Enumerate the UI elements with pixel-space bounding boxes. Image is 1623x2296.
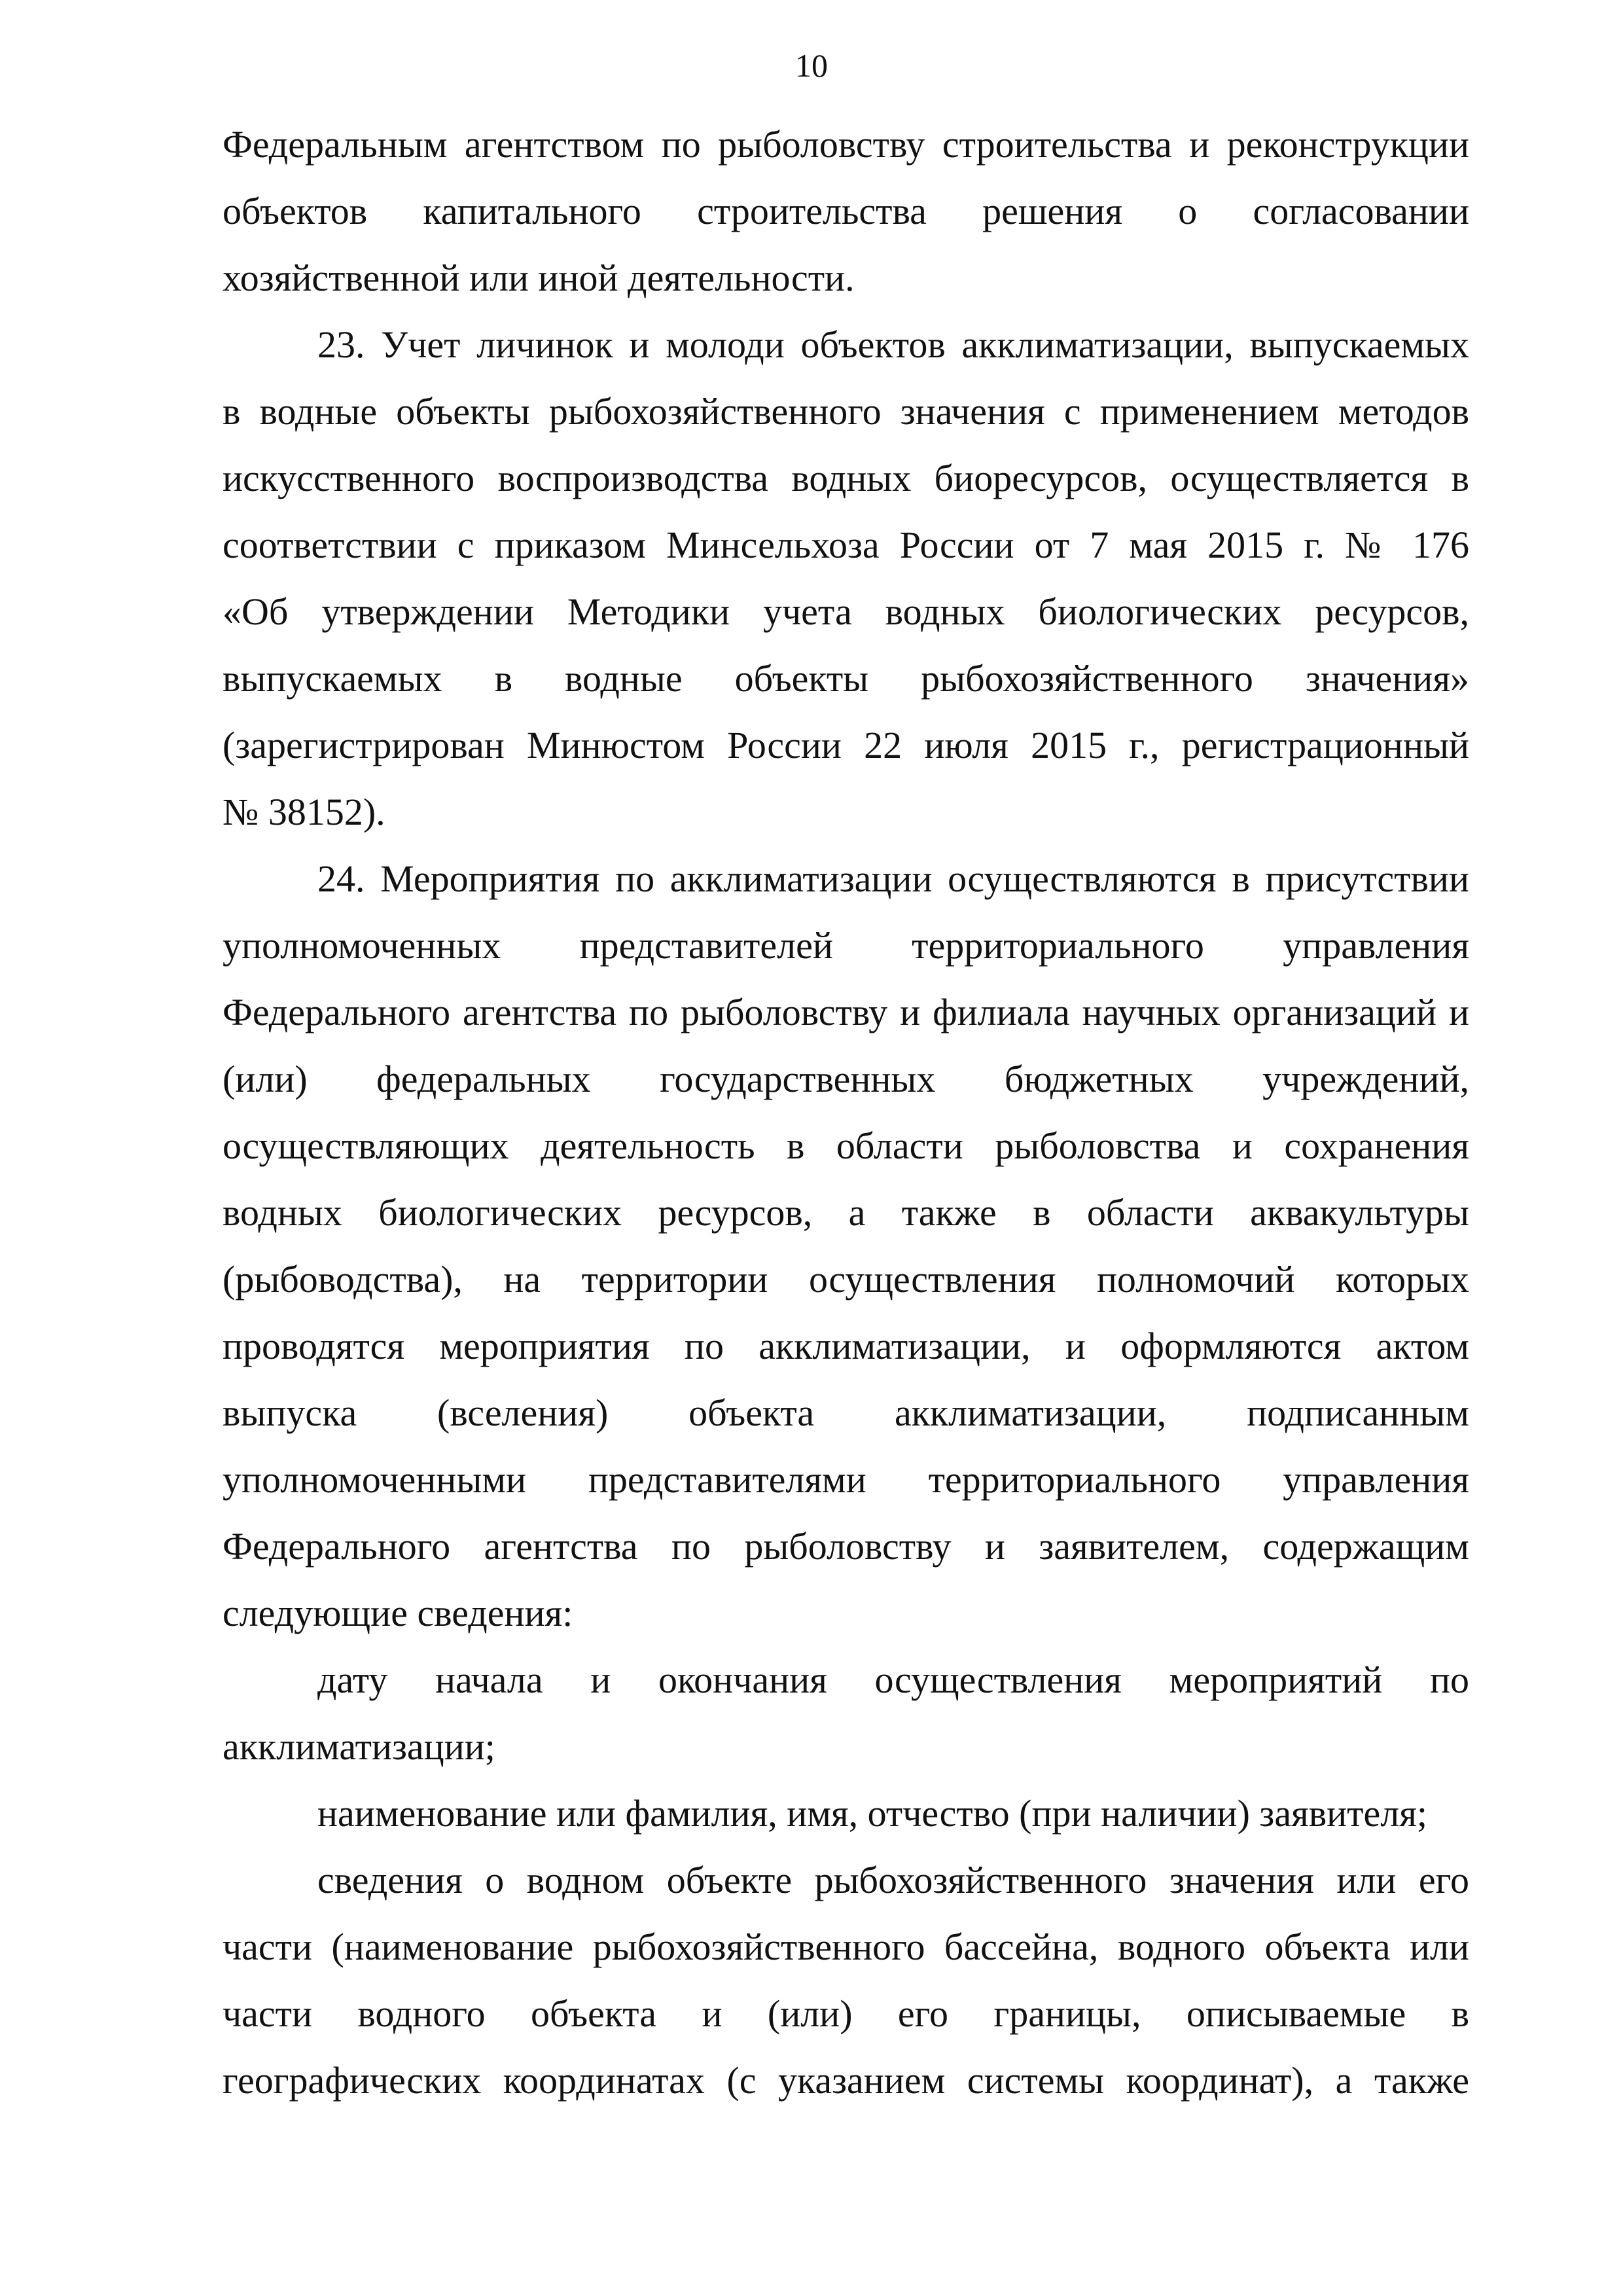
list-item-water-body: сведения о водном объекте рыбохозяйственного значения или его bbox=[317, 1859, 1469, 1901]
text-line: объектов капитального строительства решения о согласовании bbox=[223, 190, 1469, 232]
text-line: соответствии с приказом Минсельхоза России от 7 мая 2015 г. № 176 bbox=[223, 524, 1469, 566]
text-line: № 38152). bbox=[223, 791, 385, 833]
text-line: уполномоченных представителей территориального управления bbox=[223, 924, 1469, 967]
text-line: осуществляющих деятельность в области рыболовства и сохранения bbox=[223, 1124, 1469, 1167]
text-line: Федерального агентства по рыболовству и заявителем, содержащим bbox=[223, 1525, 1469, 1568]
text-line: выпускаемых в водные объекты рыбохозяйственного значения» bbox=[223, 657, 1469, 700]
text-line: «Об утверждении Методики учета водных биологических ресурсов, bbox=[223, 590, 1469, 633]
paragraph-23-start: 23. Учет личинок и молоди объектов акклиматизации, выпускаемых bbox=[317, 323, 1469, 366]
text-line: (рыбоводства), на территории осуществления полномочий которых bbox=[223, 1258, 1469, 1300]
page-number: 10 bbox=[795, 47, 828, 84]
text-line: Федерального агентства по рыболовству и филиала научных организаций и bbox=[223, 991, 1469, 1033]
paragraph-24-start: 24. Мероприятия по акклиматизации осуществляются в присутствии bbox=[317, 857, 1469, 900]
document-body bbox=[223, 111, 1469, 2114]
list-item-applicant: наименование или фамилия, имя, отчество (при наличии) заявителя; bbox=[317, 1792, 1427, 1835]
text-line: Федеральным агентством по рыболовству строительства и реконструкции bbox=[223, 123, 1469, 166]
text-line: акклиматизации; bbox=[223, 1725, 495, 1768]
text-line: (зарегистрирован Минюстом России 22 июля 2015 г., регистрационный bbox=[223, 724, 1469, 766]
text-line: искусственного воспроизводства водных биоресурсов, осуществляется в bbox=[223, 457, 1469, 499]
text-line: уполномоченными представителями территориального управления bbox=[223, 1458, 1469, 1501]
text-line: части (наименование рыбохозяйственного бассейна, водного объекта или bbox=[223, 1926, 1469, 1968]
text-line: проводятся мероприятия по акклиматизации, и оформляются актом bbox=[223, 1325, 1469, 1367]
text-line: водных биологических ресурсов, а также в области аквакультуры bbox=[223, 1191, 1469, 1234]
text-line: хозяйственной или иной деятельности. bbox=[223, 257, 855, 299]
text-line: части водного объекта и (или) его границы, описываемые в bbox=[223, 1992, 1469, 2035]
text-line: в водные объекты рыбохозяйственного значения с применением методов bbox=[223, 390, 1469, 433]
text-line: следующие сведения: bbox=[223, 1592, 573, 1634]
text-line: выпуска (вселения) объекта акклиматизации, подписанным bbox=[223, 1391, 1469, 1434]
text-line: (или) федеральных государственных бюджетных учреждений, bbox=[223, 1058, 1469, 1100]
list-item-dates: дату начала и окончания осуществления мероприятий по bbox=[317, 1659, 1469, 1701]
text-line: географических координатах (с указанием системы координат), а также bbox=[223, 2059, 1469, 2102]
